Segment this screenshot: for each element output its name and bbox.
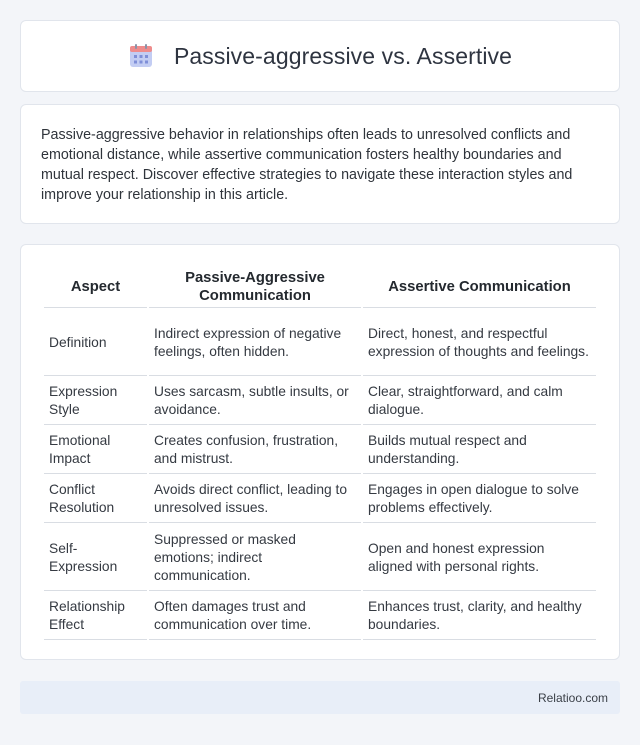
header-passive-aggressive: Passive-Aggressive Communication — [149, 267, 361, 308]
table-row — [44, 593, 596, 640]
row-passive-aggressive: Uses sarcasm, subtle insults, or avoidance. — [149, 378, 361, 425]
table-row — [44, 476, 596, 523]
row-aspect: Relationship Effect — [44, 593, 147, 640]
row-aspect: Emotional Impact — [44, 427, 147, 474]
comparison-table — [42, 265, 598, 642]
comparison-table-card — [20, 244, 620, 660]
row-aspect: Self-Expression — [44, 525, 147, 591]
row-aspect: Conflict Resolution — [44, 476, 147, 523]
row-passive-aggressive: Often damages trust and communication over time. — [149, 593, 361, 640]
header-assertive: Assertive Communication — [363, 267, 596, 308]
row-aspect: Expression Style — [44, 378, 147, 425]
footer — [20, 681, 620, 714]
row-passive-aggressive: Indirect expression of negative feelings, often hidden. — [149, 310, 361, 376]
row-aspect: Definition — [44, 310, 147, 376]
row-passive-aggressive: Suppressed or masked emotions; indirect communication. — [149, 525, 361, 591]
row-assertive: Clear, straightforward, and calm dialogue. — [363, 378, 596, 425]
header-aspect: Aspect — [44, 267, 147, 308]
table-row — [44, 310, 596, 376]
table-row — [44, 427, 596, 474]
intro-card — [20, 104, 620, 224]
row-assertive: Builds mutual respect and understanding. — [363, 427, 596, 474]
row-assertive: Enhances trust, clarity, and healthy boundaries. — [363, 593, 596, 640]
intro-text: Passive-aggressive behavior in relationships often leads to unresolved conflicts and emotional distance, while assertive communication fosters healthy boundaries and mutual respect. Discover effective strategies to navigate these interaction styles and improve your relationship in this article. — [41, 127, 573, 203]
table-row — [44, 525, 596, 591]
row-assertive: Direct, honest, and respectful expression of thoughts and feelings. — [363, 310, 596, 376]
title-card — [20, 20, 620, 92]
row-passive-aggressive: Avoids direct conflict, leading to unresolved issues. — [149, 476, 361, 523]
row-assertive: Engages in open dialogue to solve problems effectively. — [363, 476, 596, 523]
calendar-icon — [128, 43, 154, 69]
row-passive-aggressive: Creates confusion, frustration, and mistrust. — [149, 427, 361, 474]
footer-brand: Relatioo.com — [537, 690, 608, 705]
page-title: Passive-aggressive vs. Assertive — [173, 42, 513, 69]
row-assertive: Open and honest expression aligned with personal rights. — [363, 525, 596, 591]
table-row — [44, 378, 596, 425]
table-header-row — [44, 267, 596, 308]
